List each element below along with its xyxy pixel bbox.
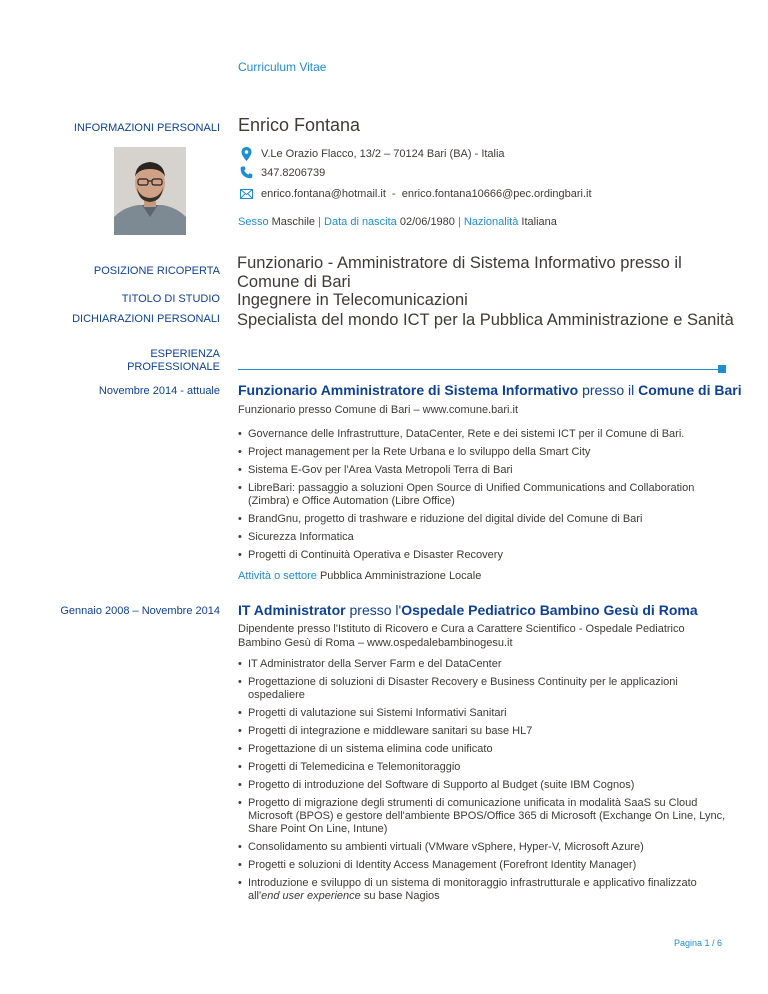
- section-label-experience-1: ESPERIENZA: [150, 348, 220, 360]
- list-item: • Sicurezza Informatica: [238, 531, 728, 544]
- separator: |: [457, 216, 461, 228]
- separator: |: [318, 216, 321, 228]
- list-item: • Progetti e soluzioni di Identity Access Management (Forefront Identity Manager): [238, 859, 728, 872]
- job-title: [238, 382, 742, 398]
- email-text[interactable]: enrico.fontana@hotmail.it - enrico.fontana10666@pec.ordingbari.it: [261, 187, 592, 200]
- sector-label: Attività o settore: [238, 570, 317, 582]
- job-duties-list: [238, 658, 728, 908]
- job-title-connector: presso l': [345, 602, 402, 618]
- dob-label: Data di nascita: [324, 216, 397, 228]
- job-employer: Dipendente presso l'Istituto di Ricovero e Cura a Carattere Scientifico - Ospedale Pediatrico Bambino Gesù di Roma – www.ospedalebambinogesu.it: [238, 623, 685, 649]
- section-label-personal-info: INFORMAZIONI PERSONALI: [73, 122, 220, 134]
- section-label-position: POSIZIONE RICOPERTA: [93, 265, 220, 277]
- list-item: • Progetti di Continuità Operativa e Disaster Recovery: [238, 549, 728, 562]
- job-employer-name: Comune di Bari: [638, 382, 742, 398]
- nationality-value: Italiana: [521, 216, 557, 228]
- list-item: • Progettazione di soluzioni di Disaster Recovery e Business Continuity per le applicazioni ospedaliere: [238, 676, 728, 702]
- list-item: • Project management per la Rete Urbana e lo sviluppo della Smart City: [238, 446, 728, 459]
- position-line-2: Comune di Bari: [237, 273, 351, 291]
- list-item: • Sistema E-Gov per l'Area Vasta Metropoli Terra di Bari: [238, 464, 728, 477]
- position-line-1: Funzionario - Amministratore di Sistema Informativo presso il: [237, 254, 682, 272]
- sector-value: Pubblica Amministrazione Locale: [319, 570, 482, 582]
- list-item: • Consolidamento su ambienti virtuali (VMware vSphere, Hyper-V, Microsoft Azure): [238, 841, 728, 854]
- address-row: [240, 147, 505, 160]
- job-employer-name: Ospedale Pediatrico Bambino Gesù di Roma: [401, 602, 698, 618]
- list-item: • Progettazione di un sistema elimina code unificato: [238, 743, 728, 756]
- list-item: • LibreBari: passaggio a soluzioni Open Source di Unified Communications and Collaboration (Zimbra) e Office Automation (Libre Office): [238, 482, 728, 508]
- location-pin-icon: [240, 147, 253, 160]
- job-title-connector: presso il: [578, 382, 639, 398]
- list-item: • Progetti di valutazione sui Sistemi Informativi Sanitari: [238, 707, 728, 720]
- section-label-study: TITOLO DI STUDIO: [121, 293, 220, 305]
- job-employer: Funzionario presso Comune di Bari – www.comune.bari.it: [238, 404, 519, 416]
- section-divider: [238, 369, 718, 370]
- divider-square-marker: [718, 365, 726, 373]
- section-label-statement: DICHIARAZIONI PERSONALI: [72, 313, 220, 325]
- job-role: IT Administrator: [238, 602, 346, 618]
- dob-value: 02/06/1980: [399, 216, 455, 228]
- list-item: • Governance delle Infrastrutture, DataCenter, Rete e dei sistemi ICT per il Comune di Bari.: [238, 428, 728, 441]
- bullet-emphasis: end user experience: [261, 890, 361, 902]
- job-period: Gennaio 2008 – Novembre 2014: [60, 605, 220, 617]
- list-item: • BrandGnu, progetto di trashware e riduzione del digital divide del Comune di Bari: [238, 513, 728, 526]
- list-item: • Progetto di introduzione del Software di Supporto al Budget (suite IBM Cognos): [238, 779, 728, 792]
- profile-photo: [114, 147, 186, 235]
- list-item: • IT Administrator della Server Farm e del DataCenter: [238, 658, 728, 671]
- person-name: Enrico Fontana: [238, 115, 361, 135]
- page-number: Pagina 1 / 6: [673, 938, 722, 948]
- phone-row: [240, 166, 325, 179]
- phone-text: 347.8206739: [261, 166, 326, 179]
- job-role: Funzionario Amministratore di Sistema Informativo: [238, 382, 579, 398]
- bullet-text: su base Nagios: [360, 890, 440, 902]
- bullet-text: Introduzione e sviluppo di un sistema di monitoraggio infrastrutturale e applicativo finalizzato all': [248, 877, 697, 902]
- sex-label: Sesso: [238, 216, 269, 228]
- phone-icon: [240, 166, 253, 179]
- nationality-label: Nazionalità: [463, 216, 519, 228]
- document-title: Curriculum Vitae: [238, 60, 327, 74]
- sex-value: Maschile: [271, 216, 316, 228]
- list-item: • Progetto di migrazione degli strumenti di comunicazione unificata in modalità SaaS su Cloud Microsoft (BPOS) e gestore dell'ambiente BPOS/Office 365 di Microsoft (Exchange On Line, Lync, Share Point On Line, Intune): [238, 797, 728, 836]
- section-label-experience-2: PROFESSIONALE: [127, 361, 220, 373]
- personal-statement: Specialista del mondo ICT per la Pubblica Amministrazione e Sanità: [237, 311, 734, 329]
- list-item: • Progetti di Telemedicina e Telemonitoraggio: [238, 761, 728, 774]
- envelope-icon: [240, 187, 253, 200]
- address-text: V.Le Orazio Flacco, 13/2 – 70124 Bari (BA) - Italia: [261, 147, 505, 160]
- email-row: [240, 187, 592, 200]
- job-sector-row: [238, 570, 481, 582]
- job-period: Novembre 2014 - attuale: [98, 385, 220, 397]
- list-item: • Progetti di integrazione e middleware sanitari su base HL7: [238, 725, 728, 738]
- personal-details-row: [238, 216, 557, 228]
- job-title: [238, 602, 698, 618]
- list-item: [238, 877, 728, 903]
- job-duties-list: [238, 428, 728, 567]
- study-title: Ingegnere in Telecomunicazioni: [237, 291, 468, 309]
